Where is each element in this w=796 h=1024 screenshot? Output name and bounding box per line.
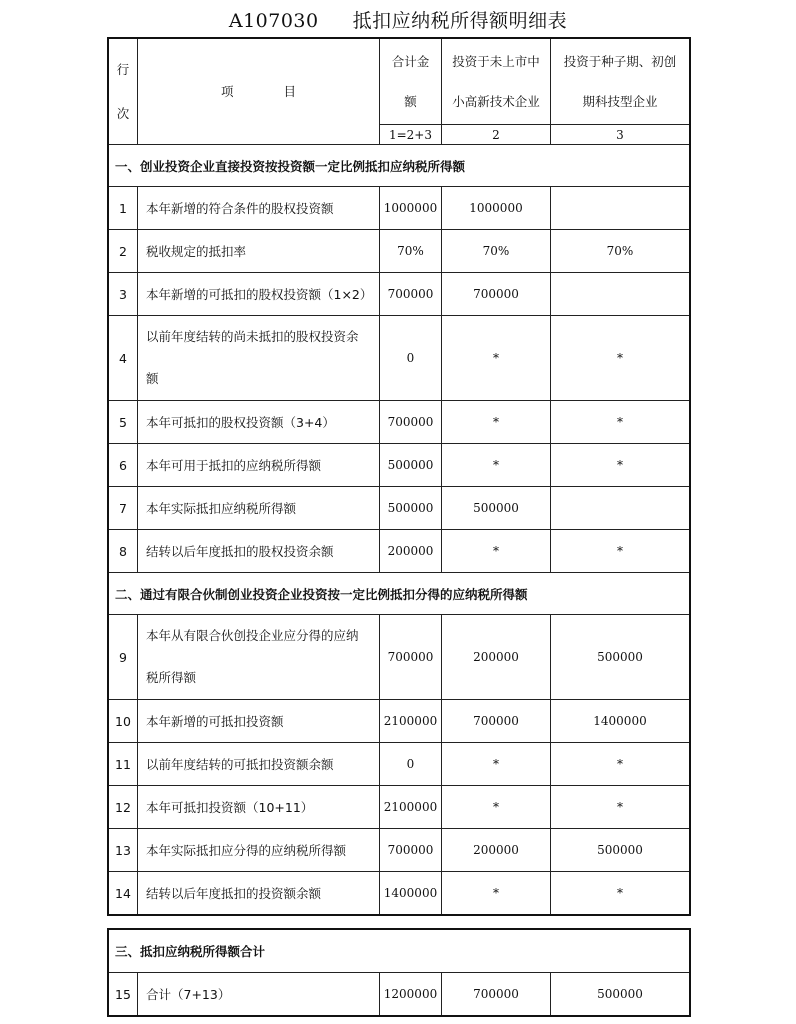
table-row (109, 487, 690, 530)
row-total: 700000 (380, 273, 442, 316)
header-col3-num: 3 (551, 125, 690, 145)
row-total: 500000 (380, 487, 442, 530)
row-col2: 200000 (442, 829, 551, 872)
row-number: 2 (109, 230, 138, 273)
table-row (109, 273, 690, 316)
row-col3: 500000 (551, 829, 690, 872)
row-col3: * (551, 786, 690, 829)
row-col3: * (551, 743, 690, 786)
row-col3: * (551, 872, 690, 915)
row-number: 14 (109, 872, 138, 915)
section-row (109, 930, 690, 973)
row-item: 合计（7+13） (138, 973, 380, 1016)
row-col2: 200000 (442, 615, 551, 700)
row-col2: 700000 (442, 700, 551, 743)
row-col2: * (442, 786, 551, 829)
row-item: 本年实际抵扣应纳税所得额 (138, 487, 380, 530)
row-number: 3 (109, 273, 138, 316)
row-item: 本年可用于抵扣的应纳税所得额 (138, 444, 380, 487)
row-col2: 500000 (442, 487, 551, 530)
row-number: 13 (109, 829, 138, 872)
table-row (109, 230, 690, 273)
table-row (109, 530, 690, 573)
header-item: 项 目 (138, 39, 380, 145)
row-col2: * (442, 316, 551, 401)
row-total: 700000 (380, 615, 442, 700)
row-total: 0 (380, 316, 442, 401)
summary-table (108, 929, 690, 1016)
row-number: 9 (109, 615, 138, 700)
row-item: 结转以后年度抵扣的股权投资余额 (138, 530, 380, 573)
header-col2: 投资于未上市中 小高新技术企业 (442, 39, 551, 125)
header-col2-num: 2 (442, 125, 551, 145)
header-col1-num: 1=2+3 (380, 125, 442, 145)
page-title (0, 6, 796, 33)
row-item: 本年可抵扣的股权投资额（3+4） (138, 401, 380, 444)
row-number: 15 (109, 973, 138, 1016)
row-item: 本年新增的可抵扣的股权投资额（1×2） (138, 273, 380, 316)
row-col2: * (442, 444, 551, 487)
row-number: 12 (109, 786, 138, 829)
table-row (109, 700, 690, 743)
row-col3: * (551, 444, 690, 487)
row-total: 70% (380, 230, 442, 273)
row-total: 1000000 (380, 187, 442, 230)
row-col2: 70% (442, 230, 551, 273)
row-col2: 1000000 (442, 187, 551, 230)
row-col3 (551, 187, 690, 230)
table-row (109, 316, 690, 401)
section-title: 三、抵扣应纳税所得额合计 (109, 930, 690, 973)
row-total: 2100000 (380, 700, 442, 743)
row-col3: 1400000 (551, 700, 690, 743)
row-item: 以前年度结转的可抵扣投资额余额 (138, 743, 380, 786)
row-item: 税收规定的抵扣率 (138, 230, 380, 273)
row-col2: * (442, 530, 551, 573)
form-code: A107030 (228, 10, 319, 32)
table-row (109, 444, 690, 487)
row-item: 以前年度结转的尚未抵扣的股权投资余 额 (138, 316, 380, 401)
row-number: 6 (109, 444, 138, 487)
row-total: 700000 (380, 829, 442, 872)
row-total: 1200000 (380, 973, 442, 1016)
table-row (109, 973, 690, 1016)
row-total: 2100000 (380, 786, 442, 829)
row-col2: 700000 (442, 973, 551, 1016)
table-row (109, 187, 690, 230)
section-title: 一、创业投资企业直接投资按投资额一定比例抵扣应纳税所得额 (109, 145, 690, 187)
section-row (109, 573, 690, 615)
row-col3: * (551, 530, 690, 573)
row-item: 本年新增的可抵扣投资额 (138, 700, 380, 743)
row-total: 700000 (380, 401, 442, 444)
row-item: 本年新增的符合条件的股权投资额 (138, 187, 380, 230)
header-col1: 合计金 额 (380, 39, 442, 125)
table-row (109, 872, 690, 915)
row-col3 (551, 487, 690, 530)
header-row-number: 行 次 (109, 39, 138, 145)
row-number: 7 (109, 487, 138, 530)
form-name: 抵扣应纳税所得额明细表 (352, 10, 568, 32)
row-col3: 500000 (551, 615, 690, 700)
row-total: 0 (380, 743, 442, 786)
row-number: 1 (109, 187, 138, 230)
table-row (109, 829, 690, 872)
row-total: 1400000 (380, 872, 442, 915)
row-item: 本年从有限合伙创投企业应分得的应纳 税所得额 (138, 615, 380, 700)
row-number: 11 (109, 743, 138, 786)
row-number: 10 (109, 700, 138, 743)
main-table (108, 38, 690, 915)
section-title: 二、通过有限合伙制创业投资企业投资按一定比例抵扣分得的应纳税所得额 (109, 573, 690, 615)
row-number: 8 (109, 530, 138, 573)
row-col3 (551, 273, 690, 316)
table-row (109, 615, 690, 700)
row-number: 4 (109, 316, 138, 401)
section-row (109, 145, 690, 187)
header-row (109, 39, 690, 125)
row-col3: * (551, 316, 690, 401)
row-total: 200000 (380, 530, 442, 573)
row-item: 本年可抵扣投资额（10+11） (138, 786, 380, 829)
row-col2: * (442, 743, 551, 786)
row-col2: 700000 (442, 273, 551, 316)
row-number: 5 (109, 401, 138, 444)
table-row (109, 743, 690, 786)
row-col3: 500000 (551, 973, 690, 1016)
row-col2: * (442, 401, 551, 444)
row-col2: * (442, 872, 551, 915)
row-col3: 70% (551, 230, 690, 273)
row-item: 本年实际抵扣应分得的应纳税所得额 (138, 829, 380, 872)
row-total: 500000 (380, 444, 442, 487)
table-row (109, 401, 690, 444)
header-col3: 投资于种子期、初创 期科技型企业 (551, 39, 690, 125)
row-col3: * (551, 401, 690, 444)
table-row (109, 786, 690, 829)
row-item: 结转以后年度抵扣的投资额余额 (138, 872, 380, 915)
